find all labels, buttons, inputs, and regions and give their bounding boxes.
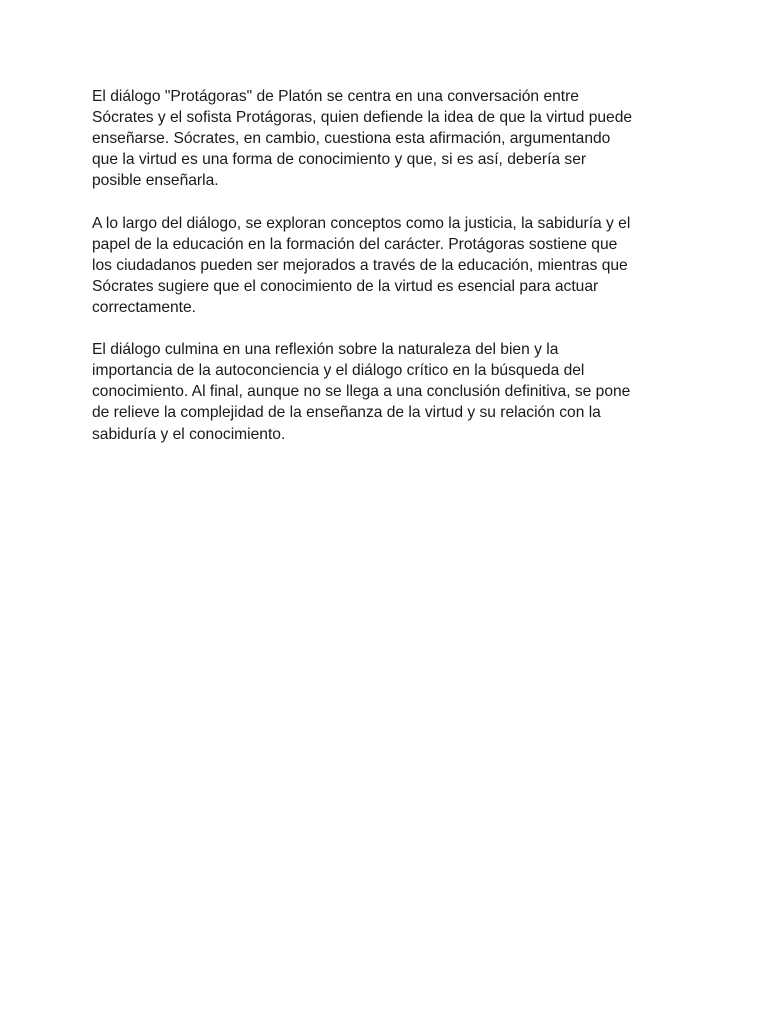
paragraph-3: El diálogo culmina en una reflexión sobre la naturaleza del bien y la importancia de la autoconciencia y el diálogo crítico en la búsqueda del conocimiento. Al final, aunque no se llega a una conclusión definitiva, se pone de relieve la complejidad de la enseñanza de la virtud y su relación con la sabiduría y el conocimiento. [92, 341, 631, 443]
document-body [92, 86, 682, 466]
paragraph-1: El diálogo "Protágoras" de Platón se centra en una conversación entre Sócrates y el sofista Protágoras, quien defiende la idea de que la virtud puede enseñarse. Sócrates, en cambio, cuestiona esta afirmación, argumentando que la virtud es una forma de conocimiento y que, si es así, debería ser posible enseñarla. [92, 88, 633, 190]
paragraph-2: A lo largo del diálogo, se exploran conceptos como la justicia, la sabiduría y el papel de la educación en la formación del carácter. Protágoras sostiene que los ciudadanos pueden ser mejorados a través de la educación, mientras que Sócrates sugiere que el conocimiento de la virtud es esencial para actuar correctamente. [92, 214, 631, 316]
